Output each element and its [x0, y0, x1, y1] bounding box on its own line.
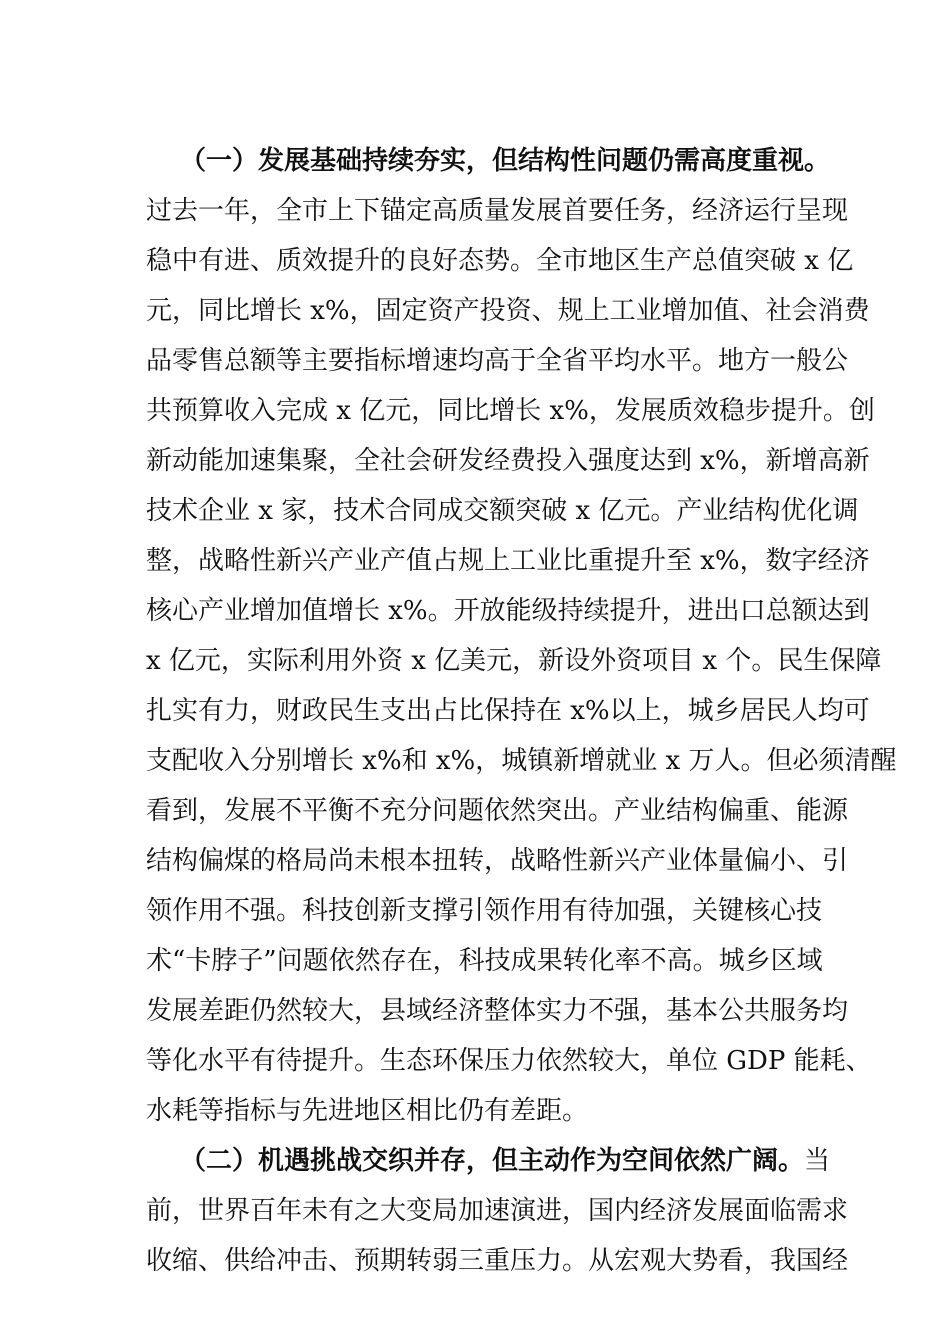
paragraph-1-line-9: 整，战略性新兴产业产值占规上工业比重提升至 x%，数字经济 — [146, 546, 870, 576]
paragraph-1-heading: （一）发展基础持续夯实，但结构性问题仍需高度重视。 — [180, 146, 831, 176]
paragraph-1-line-13: 支配收入分别增长 x%和 x%，城镇新增就业 x 万人。但必须清醒 — [146, 746, 897, 776]
paragraph-2-line-2: 前，世界百年未有之大变局加速演进，国内经济发展面临需求 — [146, 1196, 849, 1226]
paragraph-1-line-11: x 亿元，实际利用外资 x 亿美元，新设外资项目 x 个。民生保障 — [146, 646, 882, 676]
paragraph-1-line-18: 发展差距仍然较大，县域经济整体实力不强，基本公共服务均 — [146, 996, 849, 1026]
paragraph-1-line-7: 新动能加速集聚，全社会研发经费投入强度达到 x%，新增高新 — [146, 446, 870, 476]
paragraph-1-line-5: 品零售总额等主要指标增速均高于全省平均水平。地方一般公 — [146, 346, 849, 376]
paragraph-1-line-17: 术“卡脖子”问题依然存在，科技成果转化率不高。城乡区域 — [146, 946, 823, 976]
paragraph-1-line-6: 共预算收入完成 x 亿元，同比增长 x%，发展质效稳步提升。创 — [146, 396, 875, 426]
paragraph-1-line-16: 领作用不强。科技创新支撑引领作用有待加强，关键核心技 — [146, 896, 823, 926]
paragraph-1-line-1 — [180, 136, 831, 186]
paragraph-1-line-4: 元，同比增长 x%，固定资产投资、规上工业增加值、社会消费 — [146, 296, 870, 326]
paragraph-1-line-19: 等化水平有待提升。生态环保压力依然较大，单位 GDP 能耗、 — [146, 1046, 872, 1076]
paragraph-2-heading: （二）机遇挑战交织并存，但主动作为空间依然广阔。 — [180, 1146, 805, 1176]
paragraph-1-line-2: 过去一年，全市上下锚定高质量发展首要任务，经济运行呈现 — [146, 196, 849, 226]
paragraph-1-line-15: 结构偏煤的格局尚未根本扭转，战略性新兴产业体量偏小、引 — [146, 846, 849, 876]
paragraph-2-line-3: 收缩、供给冲击、预期转弱三重压力。从宏观大势看，我国经 — [146, 1246, 849, 1276]
paragraph-1-line-20: 水耗等指标与先进地区相比仍有差距。 — [146, 1096, 589, 1126]
paragraph-1-line-14: 看到，发展不平衡不充分问题依然突出。产业结构偏重、能源 — [146, 796, 849, 826]
paragraph-1-line-12: 扎实有力，财政民生支出占比保持在 x%以上，城乡居民人均可 — [146, 696, 870, 726]
paragraph-1-line-10: 核心产业增加值增长 x%。开放能级持续提升，进出口总额达到 — [146, 596, 870, 626]
paragraph-2-line-1-text: 当 — [804, 1146, 831, 1176]
paragraph-1-line-8: 技术企业 x 家，技术合同成交额突破 x 亿元。产业结构优化调 — [146, 496, 859, 526]
paragraph-1-line-3: 稳中有进、质效提升的良好态势。全市地区生产总值突破 x 亿 — [146, 246, 854, 276]
paragraph-2-line-1 — [180, 1136, 831, 1186]
